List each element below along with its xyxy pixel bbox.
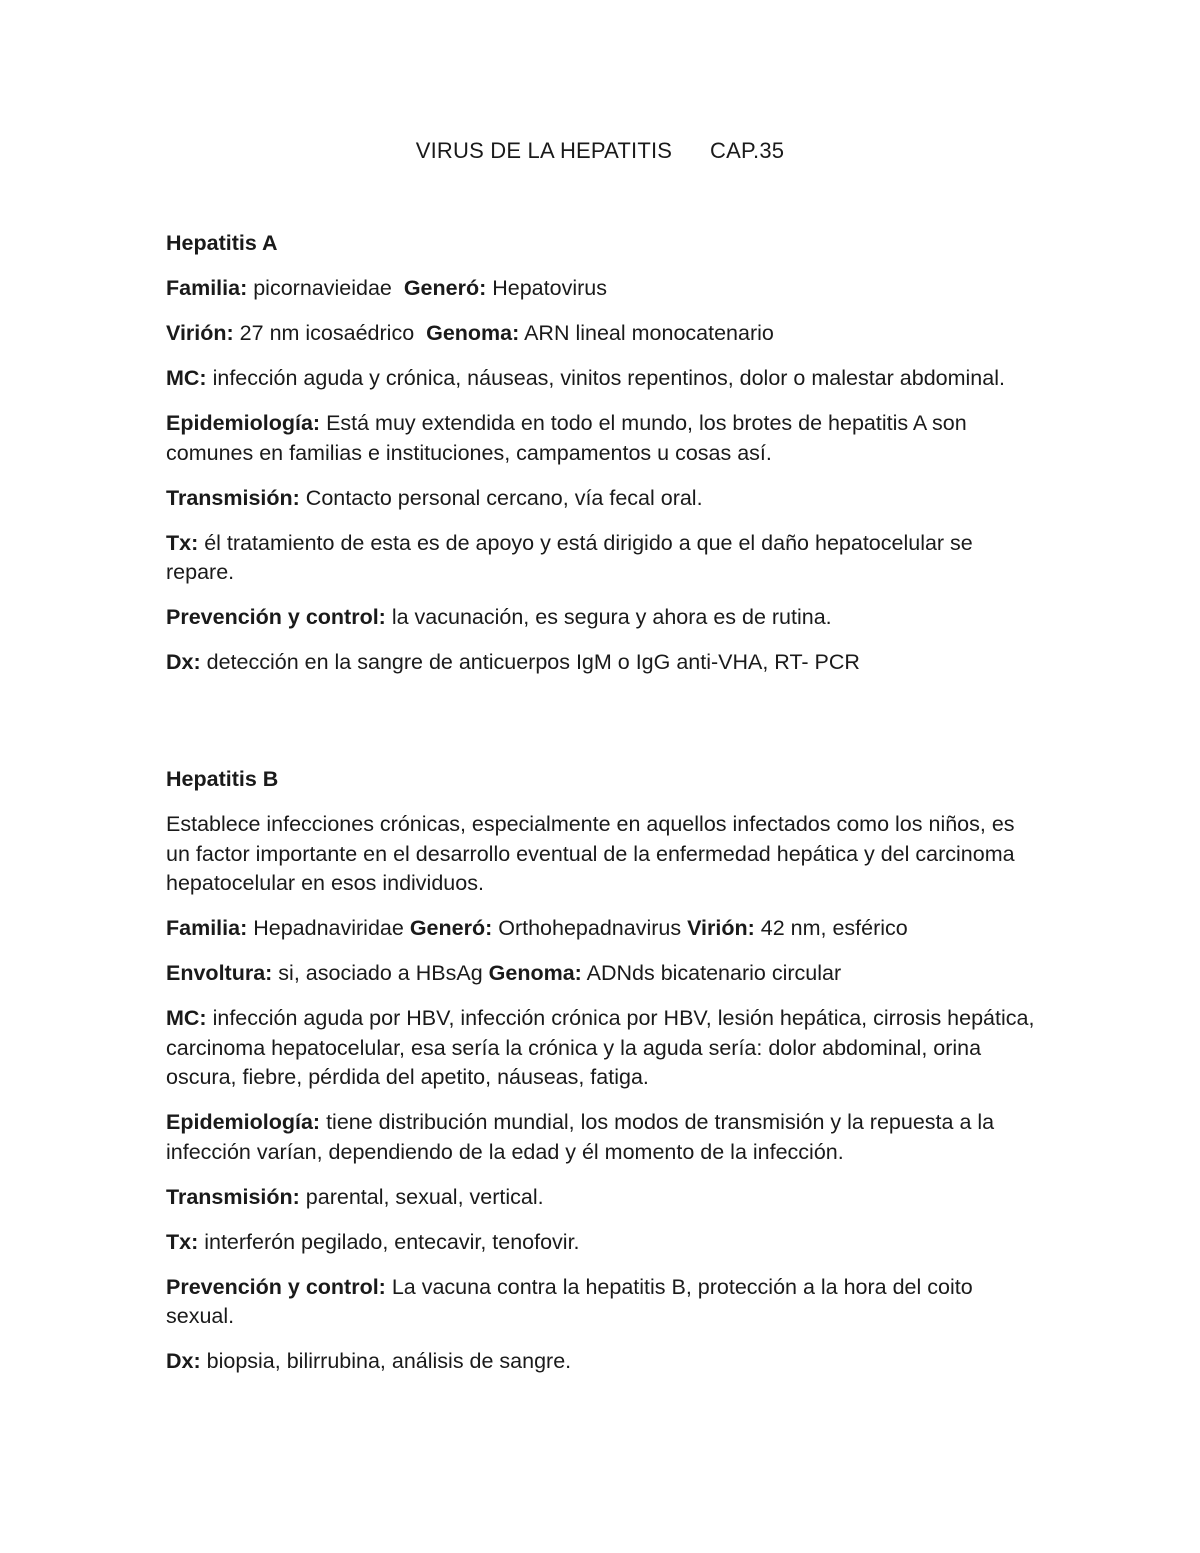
label-mc: MC:	[166, 366, 207, 390]
label-familia: Familia:	[166, 916, 248, 940]
label-familia: Familia:	[166, 276, 248, 300]
label-genoma: Genoma:	[426, 321, 520, 345]
paragraph-dx-b	[166, 1347, 1036, 1377]
label-prevencion: Prevención y control:	[166, 1274, 386, 1299]
value-prevencion: la vacunación, es segura y ahora es de rutina.	[385, 605, 832, 629]
paragraph-tx-a	[166, 529, 1036, 588]
paragraph-tx-b	[166, 1228, 1036, 1258]
label-genoma: Genoma:	[488, 961, 582, 985]
paragraph-virion-genoma-a	[166, 319, 1036, 349]
paragraph-familia-genero-virion-b	[166, 914, 1036, 944]
label-envoltura: Envoltura:	[166, 961, 273, 985]
value-envoltura: si, asociado a HBsAg	[272, 961, 489, 985]
value-genoma: ARN lineal monocatenario	[519, 321, 774, 345]
label-prevencion: Prevención y control:	[166, 605, 386, 629]
value-familia: Hepadnaviridae	[247, 916, 410, 940]
label-tx: Tx:	[166, 530, 199, 555]
value-transmision: Contacto personal cercano, vía fecal oral.	[299, 485, 703, 510]
value-genero: Hepatovirus	[486, 276, 607, 300]
value-genero: Orthohepadnavirus	[492, 916, 688, 940]
value-epidemiologia: Está muy extendida en todo el mundo, los brotes de hepatitis A son comunes en familias e instituciones, campamentos u cosas así.	[166, 411, 967, 465]
paragraph-epidemiologia-a	[166, 409, 1036, 468]
section-heading-hepatitis-a: Hepatitis A	[166, 231, 278, 255]
label-transmision: Transmisión:	[166, 485, 300, 510]
paragraph-epidemiologia-b	[166, 1108, 1036, 1167]
value-mc: infección aguda y crónica, náuseas, vinitos repentinos, dolor o malestar abdominal.	[206, 366, 1005, 390]
paragraph-transmision-b	[166, 1183, 1036, 1213]
section-hepatitis-a	[166, 229, 1036, 693]
value-epidemiologia: tiene distribución mundial, los modos de transmisión y la repuesta a la infección varían, dependiendo de la edad y él momento de la infección.	[166, 1110, 995, 1164]
label-virion: Virión:	[687, 916, 755, 940]
label-dx: Dx:	[166, 650, 201, 674]
paragraph-intro-b: Establece infecciones crónicas, especialmente en aquellos infectados como los niños, es un factor importante en el desarrollo eventual de la enfermedad hepática y del carcinoma hepatocelular en esos individuos.	[166, 812, 1015, 895]
paragraph-prevencion-b	[166, 1273, 1036, 1332]
value-genoma: ADNds bicatenario circular	[581, 961, 842, 985]
value-tx: interferón pegilado, entecavir, tenofovir.	[198, 1229, 580, 1254]
label-virion: Virión:	[166, 321, 234, 345]
value-transmision: parental, sexual, vertical.	[299, 1184, 544, 1209]
value-tx: él tratamiento de esta es de apoyo y está dirigido a que el daño hepatocelular se repare.	[166, 530, 973, 584]
value-dx: biopsia, bilirrubina, análisis de sangre.	[200, 1349, 572, 1373]
paragraph-envoltura-genoma-b	[166, 959, 1036, 989]
label-transmision: Transmisión:	[166, 1184, 300, 1209]
document-title: VIRUS DE LA HEPATITIS CAP.35	[415, 138, 785, 163]
paragraph-dx-a	[166, 648, 1036, 678]
paragraph-prevencion-a	[166, 603, 1036, 633]
label-mc: MC:	[166, 1006, 207, 1030]
value-virion: 42 nm, esférico	[754, 916, 908, 940]
value-dx: detección en la sangre de anticuerpos IgM o IgG anti-VHA, RT- PCR	[200, 650, 860, 674]
label-genero: Generó:	[403, 276, 487, 300]
paragraph-familia-genero-a	[166, 274, 1036, 304]
paragraph-mc-b	[166, 1004, 1036, 1093]
value-mc: infección aguda por HBV, infección crónica por HBV, lesión hepática, cirrosis hepática, carcinoma hepatocelular, esa sería la crónica y la aguda sería: dolor abdominal, orina oscura, fiebre, pérdida del apetito, náuseas, fatiga.	[166, 1006, 1035, 1089]
label-epidemiologia: Epidemiología:	[166, 1110, 321, 1134]
value-familia: picornavieidae	[247, 276, 404, 300]
section-heading-hepatitis-b: Hepatitis B	[166, 767, 279, 791]
value-virion: 27 nm icosaédrico	[233, 321, 427, 345]
value-prevencion: La vacuna contra la hepatitis B, protección a la hora del coito sexual.	[166, 1274, 973, 1328]
label-epidemiologia: Epidemiología:	[166, 411, 321, 435]
label-tx: Tx:	[166, 1229, 199, 1254]
label-genero: Generó:	[409, 916, 493, 940]
paragraph-mc-a	[166, 364, 1036, 394]
paragraph-transmision-a	[166, 484, 1036, 514]
label-dx: Dx:	[166, 1349, 201, 1373]
section-hepatitis-b	[166, 765, 1036, 1392]
